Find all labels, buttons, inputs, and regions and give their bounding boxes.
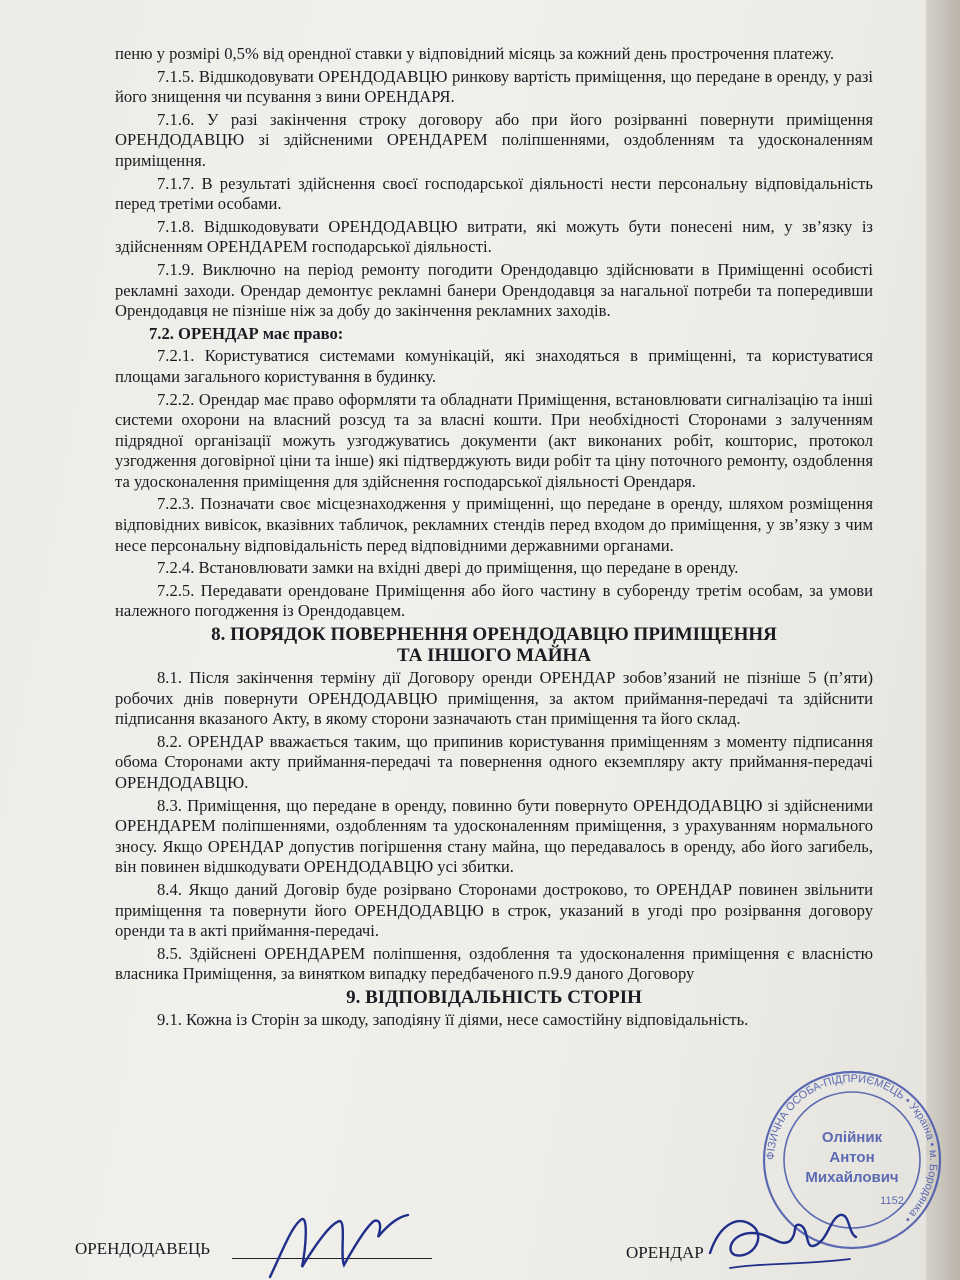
section-8-heading xyxy=(115,624,873,666)
stamp-ring-text: ФІЗИЧНА ОСОБА-ПІДПРИЄМЕЦЬ • Україна • м. Бородянка • xyxy=(764,1072,940,1225)
lessee-signature xyxy=(700,1193,860,1278)
clause-7-1-5: 7.1.5. Відшкодовувати ОРЕНДОДАВЦЮ ринкову вартість приміщення, що передане в оренду, у разі його знищення чи псування з вини ОРЕНДАРЯ. xyxy=(115,66,873,107)
stamp-name-line2: Антон xyxy=(829,1149,875,1166)
paragraph-penalty: пеню у розмірі 0,5% від орендної ставки у відповідний місяць за кожний день прострочення платежу. xyxy=(115,44,835,63)
section-8-heading-line2: ТА ІНШОГО МАЙНА xyxy=(396,645,592,667)
lessee-label: ОРЕНДАР xyxy=(626,1243,704,1262)
section-8-heading-line1: 8. ПОРЯДОК ПОВЕРНЕННЯ ОРЕНДОДАВЦЮ ПРИМІЩЕННЯ xyxy=(211,624,777,646)
clause-7-2-3: 7.2.3. Позначати своє місцезнаходження у приміщенні, що передане в оренду, шляхом розміщення відповідних вивісок, вказівних табличок, рекламних стендів перед входом до приміщення, у зв’язку з чим несе персональну відповідальність перед відповідними державними органами. xyxy=(115,494,873,555)
clause-8-1: 8.1. Після закінчення терміну дії Договору оренди ОРЕНДАР зобов’язаний не пізніше 5 (п’яти) робочих днів повернути ОРЕНДОДАВЦЮ приміщення, за актом приймання-передачі та здійснити підписання вказаного Акту, в якому сторони зазначають стан приміщення та його склад. xyxy=(115,668,873,729)
clause-7-2-4: 7.2.4. Встановлювати замки на вхідні двері до приміщення, що передане в оренду. xyxy=(157,558,739,578)
clause-7-2-5: 7.2.5. Передавати орендоване Приміщення або його частину в суборенду третім особам, за умови належного погодження із Орендодавцем. xyxy=(115,580,873,621)
lessor-label: ОРЕНДОДАВЕЦЬ xyxy=(75,1239,211,1258)
stamp-name-line3: Михайлович xyxy=(805,1169,899,1186)
clause-7-1-7: 7.1.7. В результаті здійснення своєї господарської діяльності нести персональну відповідальність перед третіми особами. xyxy=(115,173,873,214)
clause-8-4: 8.4. Якщо даний Договір буде розірвано Сторонами достроково, то ОРЕНДАР повинен звільнити приміщення та повернути його ОРЕНДОДАВЦЮ в строк, указаний в угоді про розірвання договору оренди та в акті приймання-передачі. xyxy=(115,879,873,941)
clause-7-1-9: 7.1.9. Виключно на період ремонту погодити Орендодавцю здійснювати в Приміщенні особисті рекламні заходи. Орендар демонтує рекламні банери Орендодавця за нагальної потреби та попередивши Орендодавця не пізніше ніж за добу до закінчення рекламних заходів. xyxy=(115,259,873,321)
signature-block xyxy=(0,1225,960,1280)
clause-7-2-2: 7.2.2. Орендар має право оформляти та обладнати Приміщення, встановлювати сигналізацію та інші системи охорони на власний розсуд та за власні кошти. При необхідності Сторонами з залученням підрядної організації можуть узгоджуватись документи (акт виконаних робіт, кошторис, протокол узгодження договірної ціни та інше) які підтверджують види робіт та ціну поточного ремонту, оздоблення та удосконалення приміщення для здійснення господарської діяльності Орендаря. xyxy=(115,389,873,491)
clause-7-2-1: 7.2.1. Користуватися системами комунікацій, які знаходяться в приміщенні, та користуватися площами загального користування в будинку. xyxy=(115,346,873,386)
stamp-name-line1: Олійник xyxy=(821,1129,883,1146)
clause-9-1: 9.1. Кожна із Сторін за шкоду, заподіяну її діями, несе самостійну відповідальність. xyxy=(157,1009,749,1029)
clause-7-1-6: 7.1.6. У разі закінчення строку договору або при його розірванні повернути приміщення ОРЕНДОДАВЦЮ зі здійсненими ОРЕНДАРЕМ поліпшеннями, оздобленням та удосконаленням приміщення. xyxy=(115,109,873,170)
clause-7-1-8: 7.1.8. Відшкодовувати ОРЕНДОДАВЦЮ витрати, які можуть бути понесені ним, у зв’язку із здійсненням ОРЕНДАРЕМ господарської діяльності. xyxy=(115,216,873,257)
section-9-heading: 9. ВІДПОВІДАЛЬНІСТЬ СТОРІН xyxy=(346,986,642,1008)
section-7-2-heading: 7.2. ОРЕНДАР має право: xyxy=(149,323,344,343)
clause-8-2: 8.2. ОРЕНДАР вважається таким, що припинив користування приміщенням з моменту підписання обома Сторонами акту приймання-передачі та повернення одного екземпляру акту приймання-передачі ОРЕНДОДАВЦЮ. xyxy=(115,731,873,792)
clause-8-3: 8.3. Приміщення, що передане в оренду, повинно бути повернуто ОРЕНДОДАВЦЮ зі здійсненими ОРЕНДАРЕМ поліпшеннями, оздобленням та удосконаленням приміщення, з урахуванням нормального зносу. Якщо ОРЕНДАР допустив погіршення стану майна, що передавалось в оренду, або його загибель, він повинен відшкодувати ОРЕНДОДАВЦЮ усі збитки. xyxy=(115,795,873,877)
clause-8-5: 8.5. Здійснені ОРЕНДАРЕМ поліпшення, оздоблення та удосконалення приміщення є власністю власника Приміщення, за винятком випадку передбаченого п.9.9 даного Договору xyxy=(115,943,873,984)
contract-text xyxy=(115,44,873,1033)
lessor-signature xyxy=(262,1207,412,1280)
stamp-code: 1152 xyxy=(880,1195,904,1207)
